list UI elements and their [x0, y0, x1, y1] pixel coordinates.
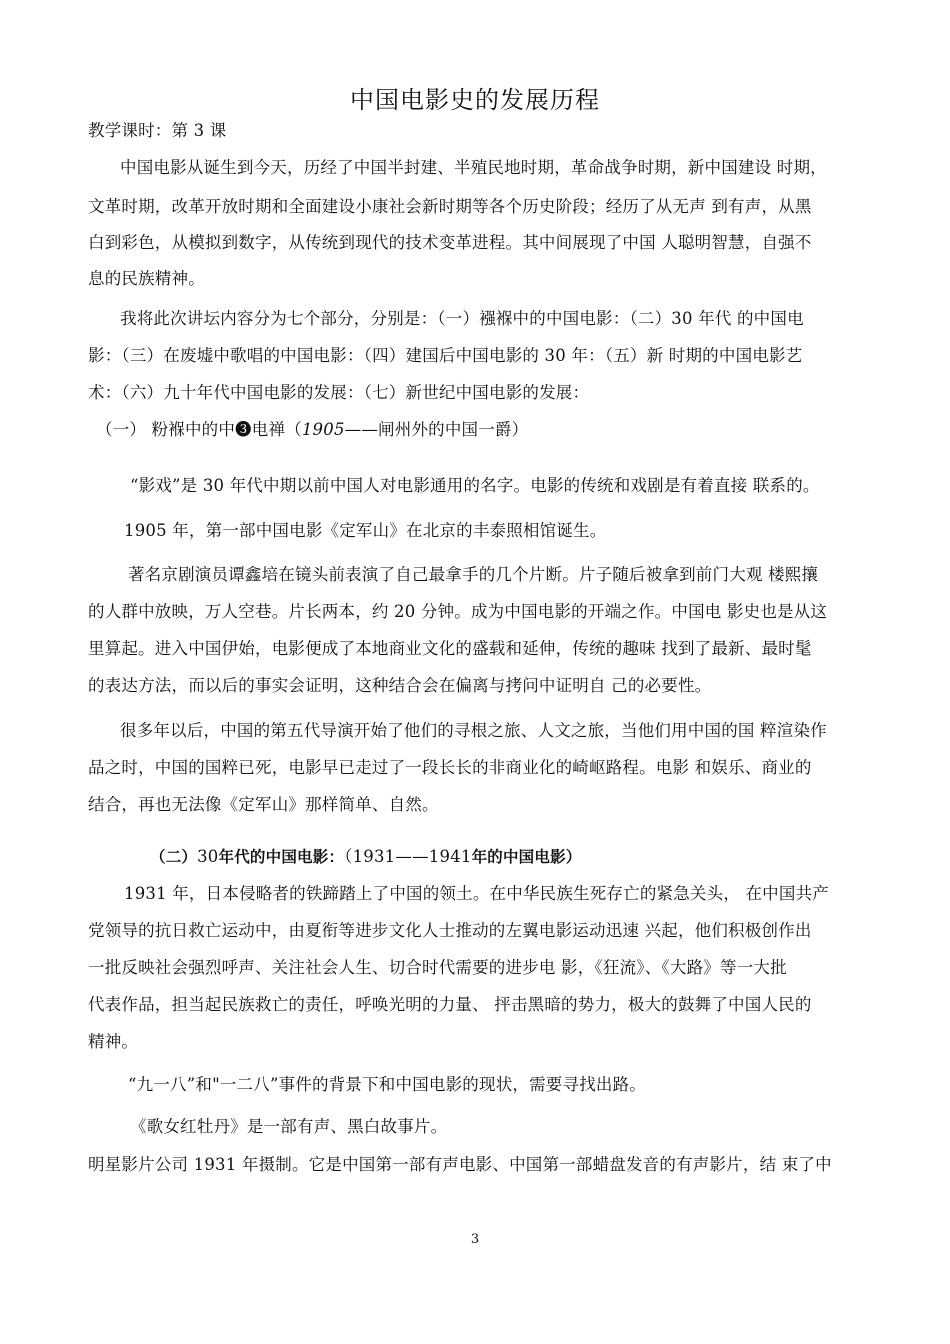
section-2-paragraph-line: 党领导的抗日救亡运动中，由夏衔等进步文化人士推动的左翼电影运动迅速 兴起，他们积极创作出	[88, 921, 812, 940]
section-1-paragraph-line: 的表达方法，而以后的事实会证明，这种结合会在偏离与拷问中证明自 己的必要性。	[88, 676, 712, 695]
outline-line: 我将此次讲坛内容分为七个部分，分别是：（一）襁褓中的中国电影：（二）30 年代 的中国电	[120, 309, 804, 328]
section-2-heading-b: 30	[197, 847, 219, 866]
section-1-paragraph-line: 结合，再也无法像《定军山》那样简单、自然。	[88, 795, 439, 814]
section-2-heading	[150, 843, 880, 871]
section-1-paragraph: 1905 年，第一部中国电影《定军山》在北京的丰泰照相馆诞生。	[124, 521, 607, 540]
section-2-paragraph-line: 一批反映社会强烈呼声、关注社会人生、切合时代需要的进步电 影，《狂流》、《大路》等一大批	[88, 958, 787, 977]
intro-line: 文革时期，改革开放时期和全面建设小康社会新时期等各个历史阶段；经历了从无声 到有声，从黑	[88, 197, 812, 216]
section-1-heading-prefix: （一） 粉褓中的中	[96, 420, 236, 439]
section-2-paragraph-line: 精神。	[88, 1032, 139, 1051]
section-1-paragraph-line: 品之时，中国的国粹已死，电影早已走过了一段长长的非商业化的崎岖路程。电影 和娱乐、商业的	[88, 758, 812, 777]
section-1-heading-mid: 电禅（	[251, 420, 302, 439]
outline-line: 术：（六）九十年代中国电影的发展：（七）新世纪中国电影的发展：	[88, 383, 590, 402]
intro-line: 中国电影从诞生到今天，历经了中国半封建、半殖民地时期，革命战争时期，新中国建设 时期，	[120, 158, 827, 177]
section-1-paragraph-line: 的人群中放映，万人空巷。片长两本，约 20 分钟。成为中国电影的开端之作。中国电 影史也是从这	[88, 602, 828, 621]
outline-line: 影：（三）在废墟中歌唱的中国电影：（四）建国后中国电影的 30 年：（五）新 时期的中国电影艺	[88, 346, 803, 365]
section-1-paragraph-line: 里算起。进入中国伊始，电影便成了本地商业文化的盛载和延伸，传统的趣味 找到了最新、最时髦	[88, 639, 812, 658]
section-1-paragraph: “影戏”是 30 年代中期以前中国人对电影通用的名字。电影的传统和戏剧是有着直接 联系的。	[130, 476, 820, 495]
section-2-heading-d: （1931——1941	[344, 847, 472, 866]
page-number: 3	[470, 1232, 480, 1247]
section-2-paragraph: 《歌女红牡丹》是一部有声、黑白故事片。	[130, 1117, 448, 1136]
lesson-info: 教学课时：第 3 课	[88, 121, 227, 140]
page-title: 中国电影史的发展历程	[350, 86, 600, 114]
section-1-paragraph-line: 著名京剧演员谭鑫培在镜头前表演了自己最拿手的几个片断。片子随后被拿到前门大观 楼熙攘	[128, 565, 819, 584]
section-2-paragraph: 明星影片公司 1931 年摄制。它是中国第一部有声电影、中国第一部蜡盘发音的有声影片，结 束了中	[88, 1155, 832, 1174]
section-2-heading-c: 年代的中国电影：	[218, 848, 345, 866]
section-1-heading-year: 1905	[301, 420, 345, 439]
intro-line: 白到彩色，从模拟到数字，从传统到现代的技术变革进程。其中间展现了中国 人聪明智慧，自强不	[88, 233, 812, 252]
number-3-marker: ❸	[235, 420, 252, 439]
section-1-heading-suffix: ——闸州外的中国一爵）	[344, 420, 529, 439]
section-2-paragraph: “九一八”和"一二八”事件的背景下和中国电影的现状，需要寻找出路。	[128, 1075, 646, 1094]
section-2-heading-a: （二）	[150, 848, 198, 866]
section-1-heading	[96, 416, 886, 444]
section-2-heading-e: 年的中国电影）	[471, 848, 582, 866]
section-2-paragraph-line: 1931 年，日本侵略者的铁蹄踏上了中国的领土。在中华民族生死存亡的紧急关头， 在中国共产	[124, 884, 829, 903]
section-1-paragraph-line: 很多年以后，中国的第五代导演开始了他们的寻根之旅、人文之旅，当他们用中国的国 粹渲染作	[120, 721, 827, 740]
section-2-paragraph-line: 代表作品，担当起民族救亡的责任，呼唤光明的力量、 抨击黑暗的势力，极大的鼓舞了中国人民的	[88, 995, 812, 1014]
intro-line: 息的民族精神。	[88, 269, 205, 288]
